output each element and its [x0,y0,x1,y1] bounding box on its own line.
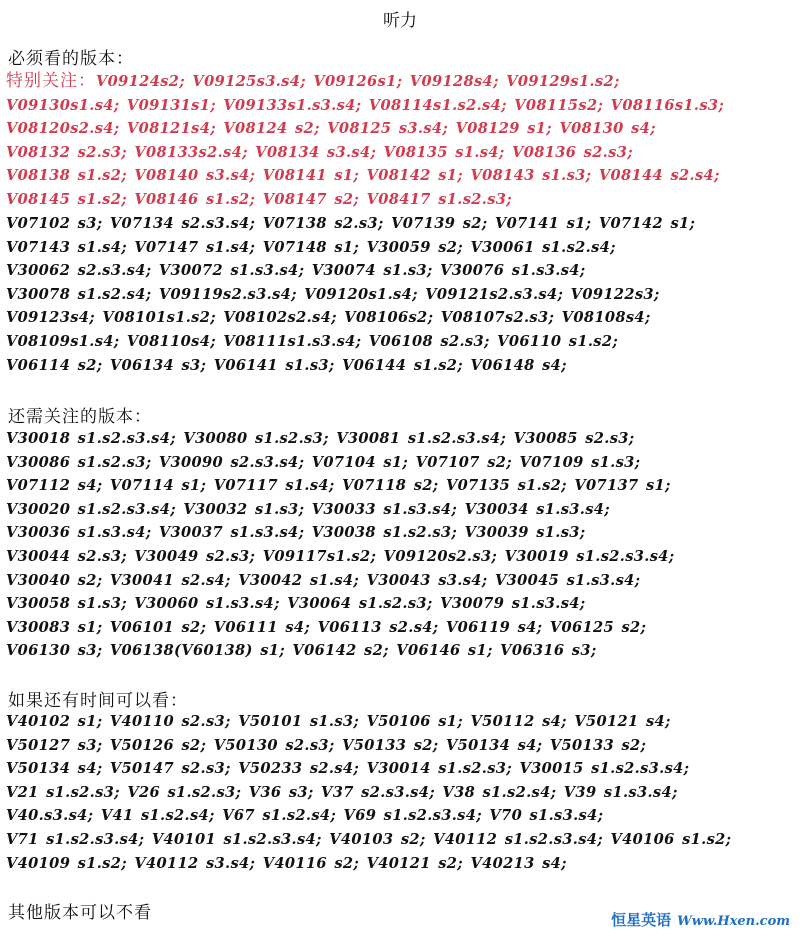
site-url: Www.Hxen.com [677,914,790,929]
special-line: V08120s2.s4; V08121s4; V08124 s2; V08125 s3.s4; V08129 s1; V08130 s4; [6,120,656,138]
list-line: V30018 s1.s2.s3.s4; V30080 s1.s2.s3; V30081 s1.s2.s3.s4; V30085 s2.s3; [6,430,635,447]
list-line: V30058 s1.s3; V30060 s1.s3.s4; V30064 s1.s2.s3; V30079 s1.s3.s4; [6,595,586,613]
list-line: V30083 s1; V06101 s2; V06111 s4; V06113 s2.s4; V06119 s4; V06125 s2; [6,618,647,636]
list-line: V30044 s2.s3; V30049 s2.s3; V09117s1.s2; V09120s2.s3; V30019 s1.s2.s3.s4; [6,547,675,565]
must-list [6,212,796,377]
section-heading-others: 其他版本可以不看 [8,903,152,923]
list-line: V07102 s3; V07134 s2.s3.s4; V07138 s2.s3; V07139 s2; V07141 s1; V07142 s1; [6,215,696,232]
special-line: V08145 s1.s2; V08146 s1.s2; V08147 s2; V08417 s1.s2.s3; [6,190,513,208]
list-line: V50127 s3; V50126 s2; V50130 s2.s3; V50133 s2; V50134 s4; V50133 s2; [6,736,647,754]
page-title: 听力 [383,11,417,31]
list-line: V30086 s1.s2.s3; V30090 s2.s3.s4; V07104 s1; V07107 s2; V07109 s1.s3; [6,453,641,471]
brand-name: 恒星英语 [611,911,672,929]
site-logo[interactable] [611,909,790,930]
special-line: 特别关注：V09124s2; V09125s3.s4; V09126s1; V09128s4; V09129s1.s2; [6,71,620,91]
list-line: V30062 s2.s3.s4; V30072 s1.s3.s4; V30074 s1.s3; V30076 s1.s3.s4; [6,262,586,280]
special-line: V09130s1.s4; V09131s1; V09133s1.s3.s4; V08114s1.s2.s4; V08115s2; V08116s1.s3; [6,96,725,114]
special-attention-list [6,70,796,212]
list-line: V08109s1.s4; V08110s4; V08111s1.s3.s4; V06108 s2.s3; V06110 s1.s2; [6,332,619,350]
list-line: V07112 s4; V07114 s1; V07117 s1.s4; V07118 s2; V07135 s1.s2; V07137 s1; [6,477,671,495]
list-line: V71 s1.s2.s3.s4; V40101 s1.s2.s3.s4; V40103 s2; V40112 s1.s2.s3.s4; V40106 s1.s2; [6,830,732,848]
if-time-list [6,710,796,875]
special-attention-label: 特别关注： [6,71,96,91]
list-line: V06130 s3; V06138(V60138) s1; V06142 s2; V06146 s1; V06316 s3; [6,642,597,660]
list-line: V40109 s1.s2; V40112 s3.s4; V40116 s2; V40121 s2; V40213 s4; [6,854,567,872]
list-line: V09123s4; V08101s1.s2; V08102s2.s4; V08106s2; V08107s2.s3; V08108s4; [6,309,651,327]
list-line: V30036 s1.s3.s4; V30037 s1.s3.s4; V30038 s1.s2.s3; V30039 s1.s3; [6,524,586,542]
list-line: V40102 s1; V40110 s2.s3; V50101 s1.s3; V50106 s1; V50112 s4; V50121 s4; [6,713,671,730]
special-line: V08138 s1.s2; V08140 s3.s4; V08141 s1; V08142 s1; V08143 s1.s3; V08144 s2.s4; [6,167,720,185]
list-line: V07143 s1.s4; V07147 s1.s4; V07148 s1; V30059 s2; V30061 s1.s2.s4; [6,238,616,256]
list-line: V50134 s4; V50147 s2.s3; V50233 s2.s4; V30014 s1.s2.s3; V30015 s1.s2.s3.s4; [6,760,690,778]
section-heading-if-time: 如果还有时间可以看： [8,691,188,711]
list-line: V40.s3.s4; V41 s1.s2.s4; V67 s1.s2.s4; V69 s1.s2.s3.s4; V70 s1.s3.s4; [6,807,604,825]
special-line: V08132 s2.s3; V08133s2.s4; V08134 s3.s4; V08135 s1.s4; V08136 s2.s3; [6,143,633,161]
section-heading-must: 必须看的版本： [8,49,134,69]
list-line: V30078 s1.s2.s4; V09119s2.s3.s4; V09120s1.s4; V09121s2.s3.s4; V09122s3; [6,285,660,303]
list-line: V06114 s2; V06134 s3; V06141 s1.s3; V06144 s1.s2; V06148 s4; [6,356,567,374]
section-heading-attention: 还需关注的版本： [8,407,152,427]
list-line: V21 s1.s2.s3; V26 s1.s2.s3; V36 s3; V37 s2.s3.s4; V38 s1.s2.s4; V39 s1.s3.s4; [6,783,678,801]
list-line: V30020 s1.s2.s3.s4; V30032 s1.s3; V30033 s1.s3.s4; V30034 s1.s3.s4; [6,500,611,518]
attention-list [6,427,796,663]
list-line: V30040 s2; V30041 s2.s4; V30042 s1.s4; V30043 s3.s4; V30045 s1.s3.s4; [6,571,641,589]
